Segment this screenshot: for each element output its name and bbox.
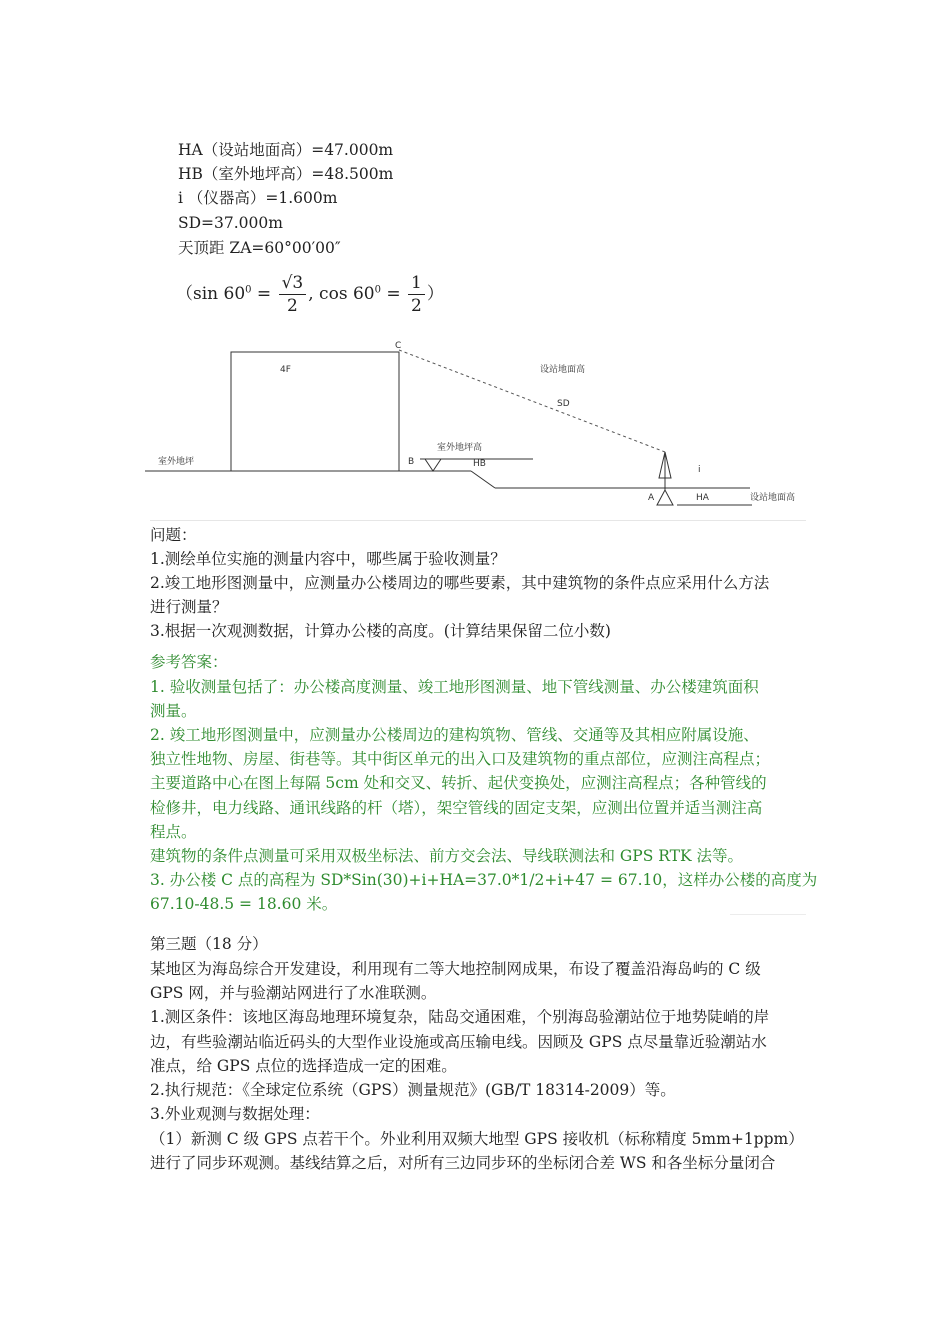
answer-3b: 67.10-48.5 = 18.60 米。 [150, 895, 338, 913]
hb-triangle [425, 459, 441, 471]
section3-p5b: 进行了同步环观测。基线结算之后，对所有三边同步环的坐标闭合差 WS 和各坐标分量闭合 [150, 1154, 776, 1172]
answer-3a: 3. 办公楼 C 点的高程为 SD*Sin(30)+i+HA=37.0*1/2+i+47 = 67.10，这样办公楼的高度为 [150, 871, 818, 889]
formula-sup-2: 0 [374, 284, 381, 296]
frac-den: 2 [287, 296, 298, 316]
section3-p1b: GPS 网，并与验潮站网进行了水准联测。 [150, 984, 437, 1002]
section3-p2c: 准点，给 GPS 点位的选择造成一定的困难。 [150, 1057, 457, 1075]
answer-1a: 1. 验收测量包括了：办公楼高度测量、竣工地形图测量、地下管线测量、办公楼建筑面积 [150, 678, 759, 696]
trig-formula [176, 272, 444, 317]
label-station-bottom: 设站地面高 [750, 493, 796, 503]
frac-den-2: 2 [411, 296, 422, 316]
question-1: 1.测绘单位实施的测量内容中，哪些属于验收测量？ [150, 550, 506, 568]
section3-p2b: 边，有些验潮站临近码头的大型作业设施或高压输电线。因顾及 GPS 点尽量靠近验潮站水 [150, 1033, 767, 1051]
formula-sin: sin 60 [193, 284, 246, 304]
section3-p1a: 某地区为海岛综合开发建设，利用现有二等大地控制网成果，布设了覆盖沿海岛屿的 C 级 [150, 960, 761, 978]
answers-heading: 参考答案： [150, 653, 228, 671]
formula-sup: 0 [245, 284, 252, 296]
label-4f: 4F [280, 365, 291, 375]
ground-slope [471, 471, 495, 488]
label-ha: HA [696, 493, 709, 503]
answer-2a: 2. 竣工地形图测量中，应测量办公楼周边的建构筑物、管线、交通等及其相应附属设施、 [150, 726, 759, 744]
answer-2f: 建筑物的条件点测量可采用双极坐标法、前方交会法、导线联测法和 GPS RTK 法等。 [150, 847, 744, 865]
given-i: i （仪器高）=1.600m [178, 189, 338, 207]
formula-close: ） [426, 284, 444, 304]
fraction-sqrt3-over-2 [279, 272, 307, 317]
label-outdoor-mid: 室外地坪高 [437, 443, 483, 453]
section3-p2a: 1.测区条件：该地区海岛地理环境复杂，陆岛交通困难，个别海岛验潮站位于地势陡峭的岸 [150, 1008, 770, 1026]
a-triangle [657, 490, 673, 505]
given-sd: SD=37.000m [178, 214, 283, 232]
answer-2e: 程点。 [150, 823, 197, 841]
formula-eq: = [251, 284, 272, 304]
answer-2b: 独立性地物、房屋、街巷等。其中街区单元的出入口及建筑物的重点部位，应测注高程点； [150, 750, 771, 768]
frac-num: √3 [279, 272, 307, 295]
label-station-top: 设站地面高 [540, 365, 586, 375]
label-outdoor-left: 室外地坪 [158, 457, 195, 467]
given-ha: HA（设站地面高）=47.000m [178, 141, 394, 159]
section3-p5a: （1）新测 C 级 GPS 点若干个。外业利用双频大地型 GPS 接收机（标称精度 5mm+1ppm） [150, 1130, 804, 1148]
question-3: 3.根据一次观测数据，计算办公楼的高度。(计算结果保留二位小数) [150, 622, 611, 640]
label-hb: HB [473, 459, 486, 469]
given-za: 天顶距 ZA=60°00′00″ [178, 239, 341, 257]
fraction-1-over-2 [408, 272, 425, 317]
answer-2d: 检修井，电力线路、通讯线路的杆（塔），架空管线的固定支架，应测出位置并适当测注高 [150, 799, 763, 817]
divider-2 [730, 914, 806, 915]
section3-p3: 2.执行规范：《全球定位系统（GPS）测量规范》(GB/T 18314-2009）等。 [150, 1081, 676, 1099]
answer-1b: 测量。 [150, 702, 197, 720]
formula-open: （ [176, 284, 193, 304]
frac-num-2: 1 [408, 272, 425, 295]
office-building [231, 352, 399, 471]
label-sd: SD [557, 399, 570, 409]
formula-eq-2: = [380, 284, 401, 304]
label-b: B [408, 457, 415, 467]
formula-cos: , cos 60 [308, 284, 375, 304]
question-2b: 进行测量？ [150, 598, 228, 616]
answer-2c: 主要道路中心在图上每隔 5cm 处和交叉、转折、起伏变换处，应测注高程点；各种管线的 [150, 774, 767, 792]
label-a: A [648, 493, 655, 503]
section3-p4: 3.外业观测与数据处理： [150, 1105, 320, 1123]
divider-1 [150, 520, 806, 521]
questions-heading: 问题： [150, 526, 197, 544]
section3-heading: 第三题（18 分） [150, 935, 268, 953]
question-2a: 2.竣工地形图测量中，应测量办公楼周边的哪些要素，其中建筑物的条件点应采用什么方法 [150, 574, 770, 592]
label-c: C [395, 341, 402, 351]
survey-diagram [145, 340, 810, 510]
label-i: i [698, 465, 701, 475]
given-hb: HB（室外地坪高）=48.500m [178, 165, 394, 183]
sd-line [399, 350, 665, 452]
